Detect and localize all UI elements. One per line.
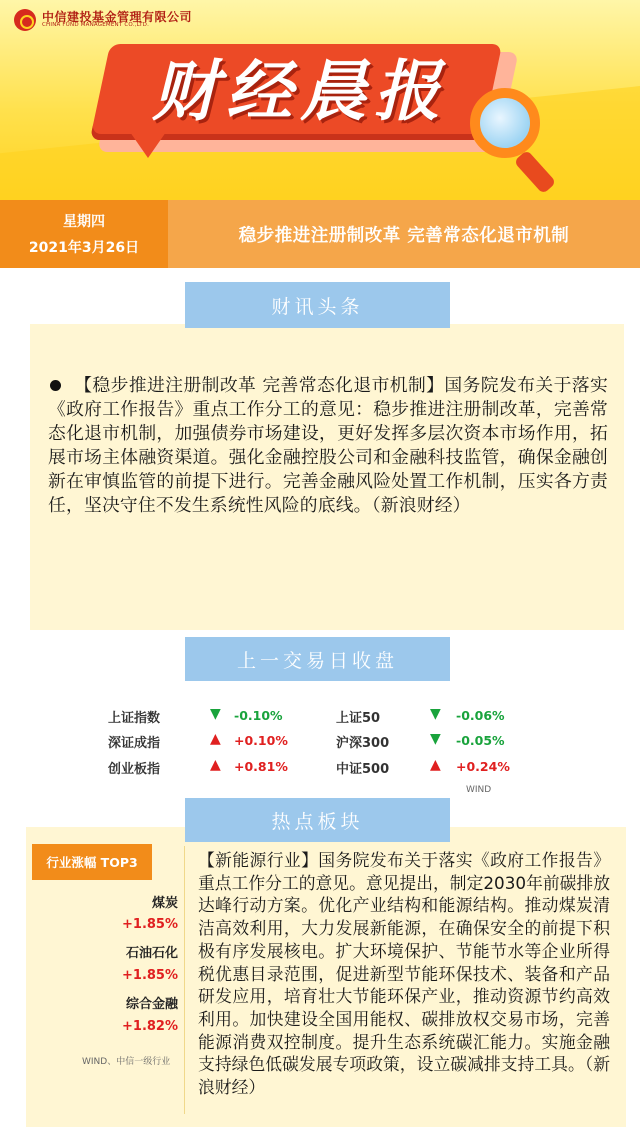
sector-text: 【新能源行业】国务院发布关于落实《政府工作报告》重点工作分工的意见。意见提出，制定2030年前碳排放达峰行动方案。优化产业结构和能源结构。推动煤炭清洁高效利用，大力发展新能源，在确保安全的前提下积极有序发展核电。扩大环境保护、节能节水等企业所得税优惠目录范围，促进新型节能环保技术、装备和产品研发应用，培育壮大节能环保产业，推动资源节约高效利用。加快建设全国用能权、碳排放权交易市场，完善能源消费双控制度。提升生态系统碳汇能力。实施金融支持绿色低碳发展专项政策，设立碳减排支持工具。（新浪财经） <box>198 850 610 1098</box>
date-bar <box>0 200 640 268</box>
date: 2021年3月26日 <box>28 240 140 256</box>
up-arrow-icon: ▲ <box>210 757 221 773</box>
index-change: +0.24% <box>456 759 510 774</box>
index-change: +0.81% <box>234 759 288 774</box>
brand-name-en: CHINA FUND MANAGEMENT CO.,LTD. <box>42 22 150 29</box>
sector-change: +1.85% <box>122 968 178 983</box>
sector-change: +1.82% <box>122 1019 178 1034</box>
news-body: 【稳步推进注册制改革 完善常态化退市机制】国务院发布关于落实《政府工作报告》重点工作分工的意见：稳步推进注册制改革，完善常态化退市机制，加强债券市场建设，更好发挥多层次资本市场作用，拓展市场主体融资渠道。强化金融控股公司和金融科技监管，确保金融创新在审慎监管的前提下进行。完善金融风险处置工作机制，压实各方责任，坚决守住不发生系统性风险的底线。（新浪财经） <box>48 375 608 516</box>
down-arrow-icon: ▼ <box>430 706 441 722</box>
index-change: +0.10% <box>234 733 288 748</box>
title-plate <box>100 44 510 164</box>
down-arrow-icon: ▼ <box>210 706 221 722</box>
index-name: 上证指数 <box>108 711 161 726</box>
weekday: 星期四 <box>63 214 105 230</box>
sector-change: +1.85% <box>122 917 178 932</box>
market-source: WIND <box>466 785 492 795</box>
sector-name: 煤炭 <box>151 896 178 911</box>
index-name: 深证成指 <box>108 736 161 751</box>
market-table <box>0 700 640 800</box>
down-arrow-icon: ▼ <box>430 731 441 747</box>
tab-news: 财讯头条 <box>185 282 450 328</box>
index-change: -0.10% <box>234 708 283 723</box>
index-change: -0.05% <box>456 733 505 748</box>
news-text <box>48 374 608 518</box>
index-name: 上证50 <box>336 711 381 726</box>
brand-name-cn: 中信建投基金管理有限公司 <box>42 9 193 24</box>
banner-title: 财经晨报 <box>152 53 448 130</box>
sector-name: 综合金融 <box>125 997 178 1012</box>
date-box <box>0 200 168 268</box>
up-arrow-icon: ▲ <box>210 731 221 747</box>
sector-source: WIND、中信一级行业 <box>82 1057 171 1067</box>
index-change: -0.06% <box>456 708 505 723</box>
brand-logo <box>14 9 192 31</box>
magnifier-icon <box>470 88 540 158</box>
tab-market: 上一交易日收盘 <box>185 637 450 681</box>
sector-divider <box>184 846 185 1114</box>
index-name: 中证500 <box>336 762 390 777</box>
index-name: 创业板指 <box>108 762 161 777</box>
tab-sectors: 热点板块 <box>185 798 450 842</box>
headline: 稳步推进注册制改革 完善常态化退市机制 <box>168 200 640 268</box>
up-arrow-icon: ▲ <box>430 757 441 773</box>
banner <box>0 0 640 200</box>
sector-name: 石油石化 <box>125 946 178 961</box>
logo-icon <box>14 9 36 31</box>
top3-label: 行业涨幅 TOP3 <box>32 844 152 880</box>
index-name: 沪深300 <box>336 736 390 751</box>
